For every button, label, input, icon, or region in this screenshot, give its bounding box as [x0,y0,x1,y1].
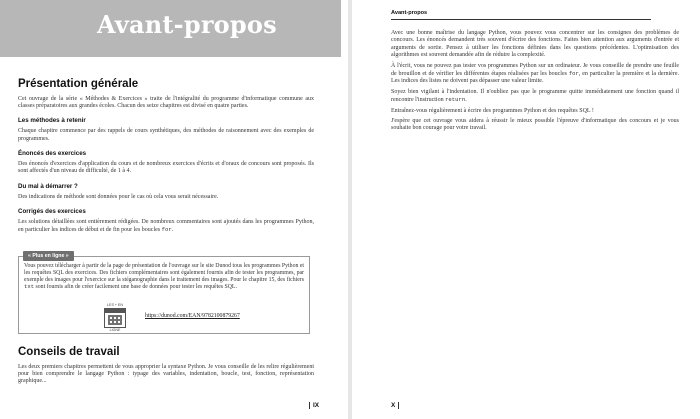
paragraph-indentation [391,89,679,105]
page-title: Avant-propos [97,10,277,39]
code-txt: txt [24,282,35,290]
written-test-text: À l'écrit, vous ne pouvez pas tester vos programmes Python sur un ordinateur. Je vous conseille de prendre une feuille de brouillon et de vérifier les différentes étapes réalisées par les boucles [391,62,679,78]
online-text-part1: Vous pouvez télécharger à partir de la page de présentation de l'ouvrage sur le site Dunod tous les programmes Python et les requêtes SQL des exercices. Des fichiers complémentaires sont également fournis afin de tester les programmes, par exemple des images pour l'exercice sur la stéganographie dans le traitement des images. Pour le chapitre 15, des fichiers [24,263,304,283]
code-return: return [445,96,466,104]
badge-caption-line1: LES + EN [107,303,123,307]
left-page [0,0,348,419]
qr-code-icon [104,308,126,328]
online-text [24,263,304,293]
dunod-link[interactable]: https://dunod.com/EAN/9782100879267 [145,313,240,319]
paragraph-du-mal: Des indications de méthode sont données pour le cas où cela vous serait nécessaire. [18,193,219,200]
online-paragraph [24,263,304,291]
paragraph-python-mastery: Avec une bonne maîtrise du langage Python, vous pouvez vous concentrer sur les consignes des problèmes de concours. Les énoncés demandent très souvent d'écrire des fonctions. Faites bien attention aux arguments d'entrée et arguments de sortie. Pensez à utiliser les fonctions définies dans les questions précédentes. L'optimisation des algorithmes est souvent demandée afin de réduire la complexité. [391,30,679,59]
conseils-section [18,346,314,388]
corriges-text: Les solutions détaillées sont entièrement rédigées. De nombreux commentaires sont ajoutés dans les programmes Python, en particulier les indices de début et de fin pour les boucles [18,218,314,234]
section-heading-presentation: Présentation générale [18,78,139,90]
paragraph-enonces: Des énoncés d'exercices d'application du cours et de nombreux exercices d'écrits et d'oraux de concours sont proposés. Ils sont affectés d'un niveau de difficulté, de 1 à 4. [18,160,314,175]
chapter-banner [0,0,341,57]
page-number-right: X [391,402,399,409]
indentation-text: Soyez bien vigilant à l'indentation. Il n'oubliez pas que le programme quitte immédiatement une fonction quand il rencontre l'instruction [391,88,679,104]
online-resources-box [18,253,310,334]
page-number-left: IX [309,402,319,409]
qr-pattern [108,315,122,325]
paragraph-methodes: Chaque chapitre commence par des rappels de cours synthétiques, des méthodes de raisonnement avec des exemples de programmes. [18,128,314,142]
online-tag: « Plus en ligne » [23,251,74,261]
subheading-methodes: Les méthodes à retenir [18,117,86,125]
paragraph-written-test [391,63,679,86]
running-head: Avant-propos [391,10,651,20]
right-page [352,0,700,419]
subheading-corriges: Corrigés des exercices [18,207,86,215]
subheading-du-mal: Du mal à démarrer ? [18,182,78,190]
paragraph-conseils: Les deux premiers chapitres permettent de vous approprier la syntaxe Python. Je vous conseille de les relire régulièrement pour bien comprendre le langage Python : typage des variables, indentation, boucle, test, fonction, représentation graphique... [18,363,314,385]
paragraph-practice: Entraînez-vous régulièrement à écrire des programmes Python et des requêtes SQL ! [391,107,594,114]
presentation-intro: Cet ouvrage de la série « Méthodes & Exercices » traite de l'intégralité du programme d'informatique commune aux classes préparatoires aux grandes écoles. Chacun des seize chapitres est divisé en quatre parties. [18,95,314,110]
subheading-enonces: Énoncés des exercices [18,150,87,158]
badge-caption-line2: LIGNE [109,328,121,332]
indentation-text-end: . [465,97,467,104]
code-for: for [161,226,172,234]
corriges-text-end: . [171,227,174,234]
paragraph-closing: J'espère que cet ouvrage vous aidera à réussir le mieux possible l'épreuve d'informatique des concours et je vous souhaite bon courage pour votre travail. [391,118,679,132]
online-text-part2: sont fournis afin de créer facilement une base de données pour tester les requêtes SQL. [34,283,237,290]
paragraph-corriges [18,219,314,235]
code-for-right: for [568,70,579,78]
written-test-text-end: , en particulier la première et la dernière. Les indices des listes ne doivent pas dépasser une valeur limite. [391,71,679,85]
badge-header-bar [105,309,125,313]
presentation-section [18,78,314,237]
section-heading-conseils: Conseils de travail [18,346,120,358]
right-page-body [391,30,679,136]
online-badge [103,303,127,332]
